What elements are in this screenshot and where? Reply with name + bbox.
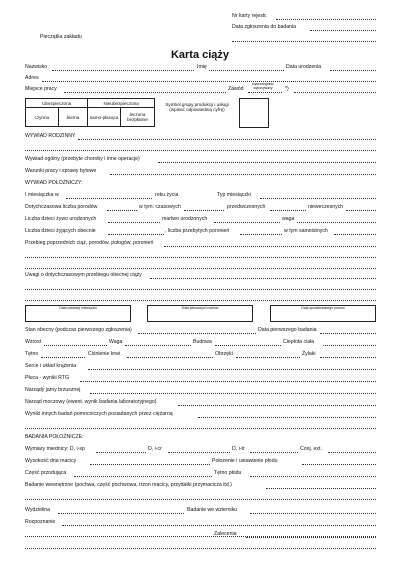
position-field[interactable] — [302, 464, 376, 465]
course-previous-field-3[interactable] — [25, 268, 376, 269]
profession-field-2[interactable] — [294, 92, 376, 93]
position-label: Położenie i ustawienie płodu — [212, 458, 278, 464]
previous-births-field[interactable] — [107, 210, 137, 211]
general-interview-label: Wywiad ogólny (przebyte choroby i inne operacje) — [25, 156, 140, 162]
stillborn-field[interactable] — [214, 222, 280, 223]
weight-field[interactable] — [297, 222, 376, 223]
address-label: Adres — [25, 75, 39, 81]
recommendations-label: Zalecenia — [214, 531, 237, 537]
work-conditions-field[interactable] — [110, 174, 376, 175]
other-tests-field[interactable] — [198, 417, 376, 418]
weight-label: waga — [282, 216, 295, 222]
fetal-heart-label: Tętno płodu — [214, 470, 242, 476]
heart-label: Serce i układ krążenia — [25, 363, 77, 369]
height-label: Wzrost — [25, 339, 42, 345]
other-tests-field-2[interactable] — [25, 428, 376, 429]
course-previous-field[interactable] — [164, 246, 376, 247]
d-itr-label: D, i-tr — [232, 446, 245, 452]
insured-passive-cell[interactable]: bierna — [58, 108, 88, 127]
symbol-group-box[interactable] — [239, 98, 269, 128]
remarks-current-label: Uwagi o dotychczasowym przebiegu obecnej ciąży — [25, 272, 142, 278]
living-children-label: Liczba dzieci żyjących obecnie — [25, 228, 96, 234]
internal-exam-field-2[interactable] — [25, 499, 376, 500]
heart-field[interactable] — [88, 369, 376, 370]
internal-exam-label: Badanie wewnętrzne (pochwa, część pochwowa, trzon macicy, przydatki przymacicza itd.) — [25, 482, 232, 488]
family-interview-label: WYWIAD RODZINNY — [25, 133, 76, 139]
mirror-exam-field[interactable] — [250, 513, 376, 514]
self-induced-label: w tym samoistnych — [284, 228, 328, 234]
presenting-label: Część przodująca — [25, 470, 67, 476]
stillborn-label: martwo urodzonych — [162, 216, 208, 222]
family-interview-field-2[interactable] — [25, 150, 376, 151]
general-interview-field[interactable] — [158, 162, 376, 163]
insured-header: Ubezpieczona — [26, 99, 88, 108]
postterm-field[interactable] — [346, 210, 376, 211]
last-menses-box[interactable] — [25, 305, 131, 322]
diagnosis-label: Rozpoznanie — [25, 519, 56, 525]
exam-weight-label: Waga — [109, 339, 123, 345]
surname-label: Nazwisko — [25, 64, 48, 70]
report-date-field-2[interactable] — [232, 41, 376, 42]
build-label: Budowa — [193, 339, 212, 345]
expected-delivery-label: Data spodziewanego porodu — [301, 306, 345, 310]
card-number-field[interactable] — [276, 19, 376, 20]
blood-pressure-field[interactable] — [127, 357, 213, 358]
abdomen-label: Narządy jamy brzusznej — [25, 387, 81, 393]
d-icr-label: D, i-cr — [148, 446, 162, 452]
insured-active-cell[interactable]: czynna — [26, 108, 59, 127]
card-number-label: Nr karty rejestr. — [232, 13, 268, 19]
preterm-field[interactable] — [270, 210, 306, 211]
profession-note: wyszczególnić wykonywany — [252, 82, 274, 90]
other-tests-label: Wyniki innych badań pomocniczych posiadanych przez ciężarną — [25, 411, 173, 417]
menses-type-field[interactable] — [260, 198, 376, 199]
term-births-label: w tym: czasowych — [139, 204, 181, 210]
profession-field[interactable] — [248, 92, 282, 93]
urinary-label: Narząd moczowy (ewent. wynik badania laboratoryjnego) — [25, 399, 157, 405]
exam-weight-field[interactable] — [125, 345, 191, 346]
page-title: Karta ciąży — [170, 49, 230, 61]
diagnosis-field[interactable] — [62, 525, 376, 526]
course-previous-label: Przebieg poprzednich ciąż, porodów, połogów, poronień — [25, 240, 154, 246]
family-interview-field[interactable] — [78, 139, 376, 140]
remarks-current-field-3[interactable] — [25, 300, 376, 301]
first-movements-label: Data pierwszych ruchów — [181, 306, 219, 310]
miscarriages-label: , liczba przebytych poronień — [165, 228, 230, 234]
varicose-label: Żylaki — [302, 351, 316, 357]
report-date-field[interactable] — [310, 30, 376, 31]
first-menses-label: I miesiączka w — [25, 192, 59, 198]
d-icr-field[interactable] — [168, 452, 230, 453]
pulse-label: Tętno — [25, 351, 39, 357]
temperature-field[interactable] — [323, 345, 376, 346]
current-state-label: Stan obecny (podczas pierwszego zgłoszenia) — [25, 327, 132, 333]
symbol-group-label: Symbol grupy produkcji i usługi (wpisać odpowiednią cyfrę) — [165, 102, 229, 112]
mirror-exam-label: Badanie we wzierniku — [187, 507, 238, 513]
profession-label: Zawód — [228, 86, 244, 92]
temperature-label: Ciepłota ciała — [283, 339, 315, 345]
treated-free-cell[interactable]: leczona bezpłatnie — [120, 108, 154, 127]
pelvis-isp-field[interactable] — [96, 452, 146, 453]
first-name-label: Imię — [197, 64, 207, 70]
first-exam-date-field[interactable] — [320, 333, 376, 334]
conj-label: Conj. ext. — [300, 446, 322, 452]
postterm-label: nieweczesnych — [308, 204, 344, 210]
workplace-label: Miejsce pracy — [25, 86, 57, 92]
build-field[interactable] — [215, 345, 281, 346]
current-state-field[interactable] — [138, 333, 256, 334]
self-induced-field[interactable] — [334, 234, 376, 235]
uninsured-header: Nieubezpieczona — [88, 99, 155, 108]
expected-delivery-box[interactable] — [270, 305, 376, 322]
obstetric-exam-heading: BADANIA POŁOŻNICZE: — [25, 434, 84, 440]
edema-field[interactable] — [236, 357, 300, 358]
self-paying-cell[interactable]: samo-płacąca — [88, 108, 121, 127]
blood-pressure-label: Ciśnienie krwi — [88, 351, 120, 357]
varicose-field[interactable] — [320, 357, 376, 358]
remarks-current-field[interactable] — [150, 278, 376, 279]
lungs-label: Płuca - wyniki RTG — [25, 375, 70, 381]
fundus-label: Wysokość dna macicy — [25, 458, 77, 464]
stamp-label: Pieczątka zakładu — [40, 34, 82, 40]
fetal-heart-field[interactable] — [250, 476, 376, 477]
urinary-field[interactable] — [178, 405, 376, 406]
insurance-table — [25, 98, 155, 127]
first-exam-date-label: Data pierwszego badania — [258, 327, 317, 333]
surname-field[interactable] — [52, 70, 194, 71]
term-births-field[interactable] — [184, 210, 224, 211]
living-children-field[interactable] — [108, 234, 164, 235]
report-date-label: Data zgłoszenia do badania — [232, 24, 297, 30]
address-field[interactable] — [42, 81, 376, 82]
pulse-field[interactable] — [41, 357, 85, 358]
discharge-field[interactable] — [58, 513, 184, 514]
birth-date-label: Data urodzenia — [286, 64, 322, 70]
first-name-field[interactable] — [209, 70, 284, 71]
first-movements-box[interactable] — [147, 305, 253, 322]
edema-label: Obrzęki — [215, 351, 233, 357]
preterm-label: przedwczesnych — [227, 204, 266, 210]
internal-exam-field[interactable] — [266, 488, 376, 489]
d-itr-field[interactable] — [250, 452, 298, 453]
presenting-field[interactable] — [74, 476, 212, 477]
menses-type-label: Typ miesiączki — [217, 192, 251, 198]
conj-field[interactable] — [328, 452, 376, 453]
recommendations-field[interactable] — [246, 537, 376, 538]
fundus-field[interactable] — [90, 464, 210, 465]
work-conditions-label: Warunki pracy i sprawy bytowe — [25, 168, 97, 174]
birth-date-field[interactable] — [330, 70, 376, 71]
recommendations-field-2[interactable] — [25, 548, 376, 549]
miscarriages-field[interactable] — [240, 234, 282, 235]
year-of-life-label: roku życia — [155, 192, 179, 198]
discharge-label: Wydzielina — [25, 507, 51, 513]
obstetric-interview-label: WYWIAD POŁOŻNICZY: — [25, 180, 83, 186]
live-born-label: Liczba dzieci żywo urodzonych — [25, 216, 97, 222]
first-menses-field[interactable] — [66, 198, 152, 199]
asterisk-note: *) — [285, 86, 289, 92]
course-previous-field-2[interactable] — [25, 257, 376, 258]
workplace-field[interactable] — [64, 92, 226, 93]
lungs-field[interactable] — [80, 381, 376, 382]
height-field[interactable] — [44, 345, 107, 346]
abdomen-field[interactable] — [90, 393, 376, 394]
live-born-field[interactable] — [108, 222, 160, 223]
pelvis-label: Wymiary miednicy: D, i-sp — [25, 446, 85, 452]
remarks-current-field-2[interactable] — [25, 289, 376, 290]
previous-births-label: Dotychczasowa liczba porodów — [25, 204, 98, 210]
last-menses-label: Data ostatniej miesiączki — [59, 306, 97, 310]
